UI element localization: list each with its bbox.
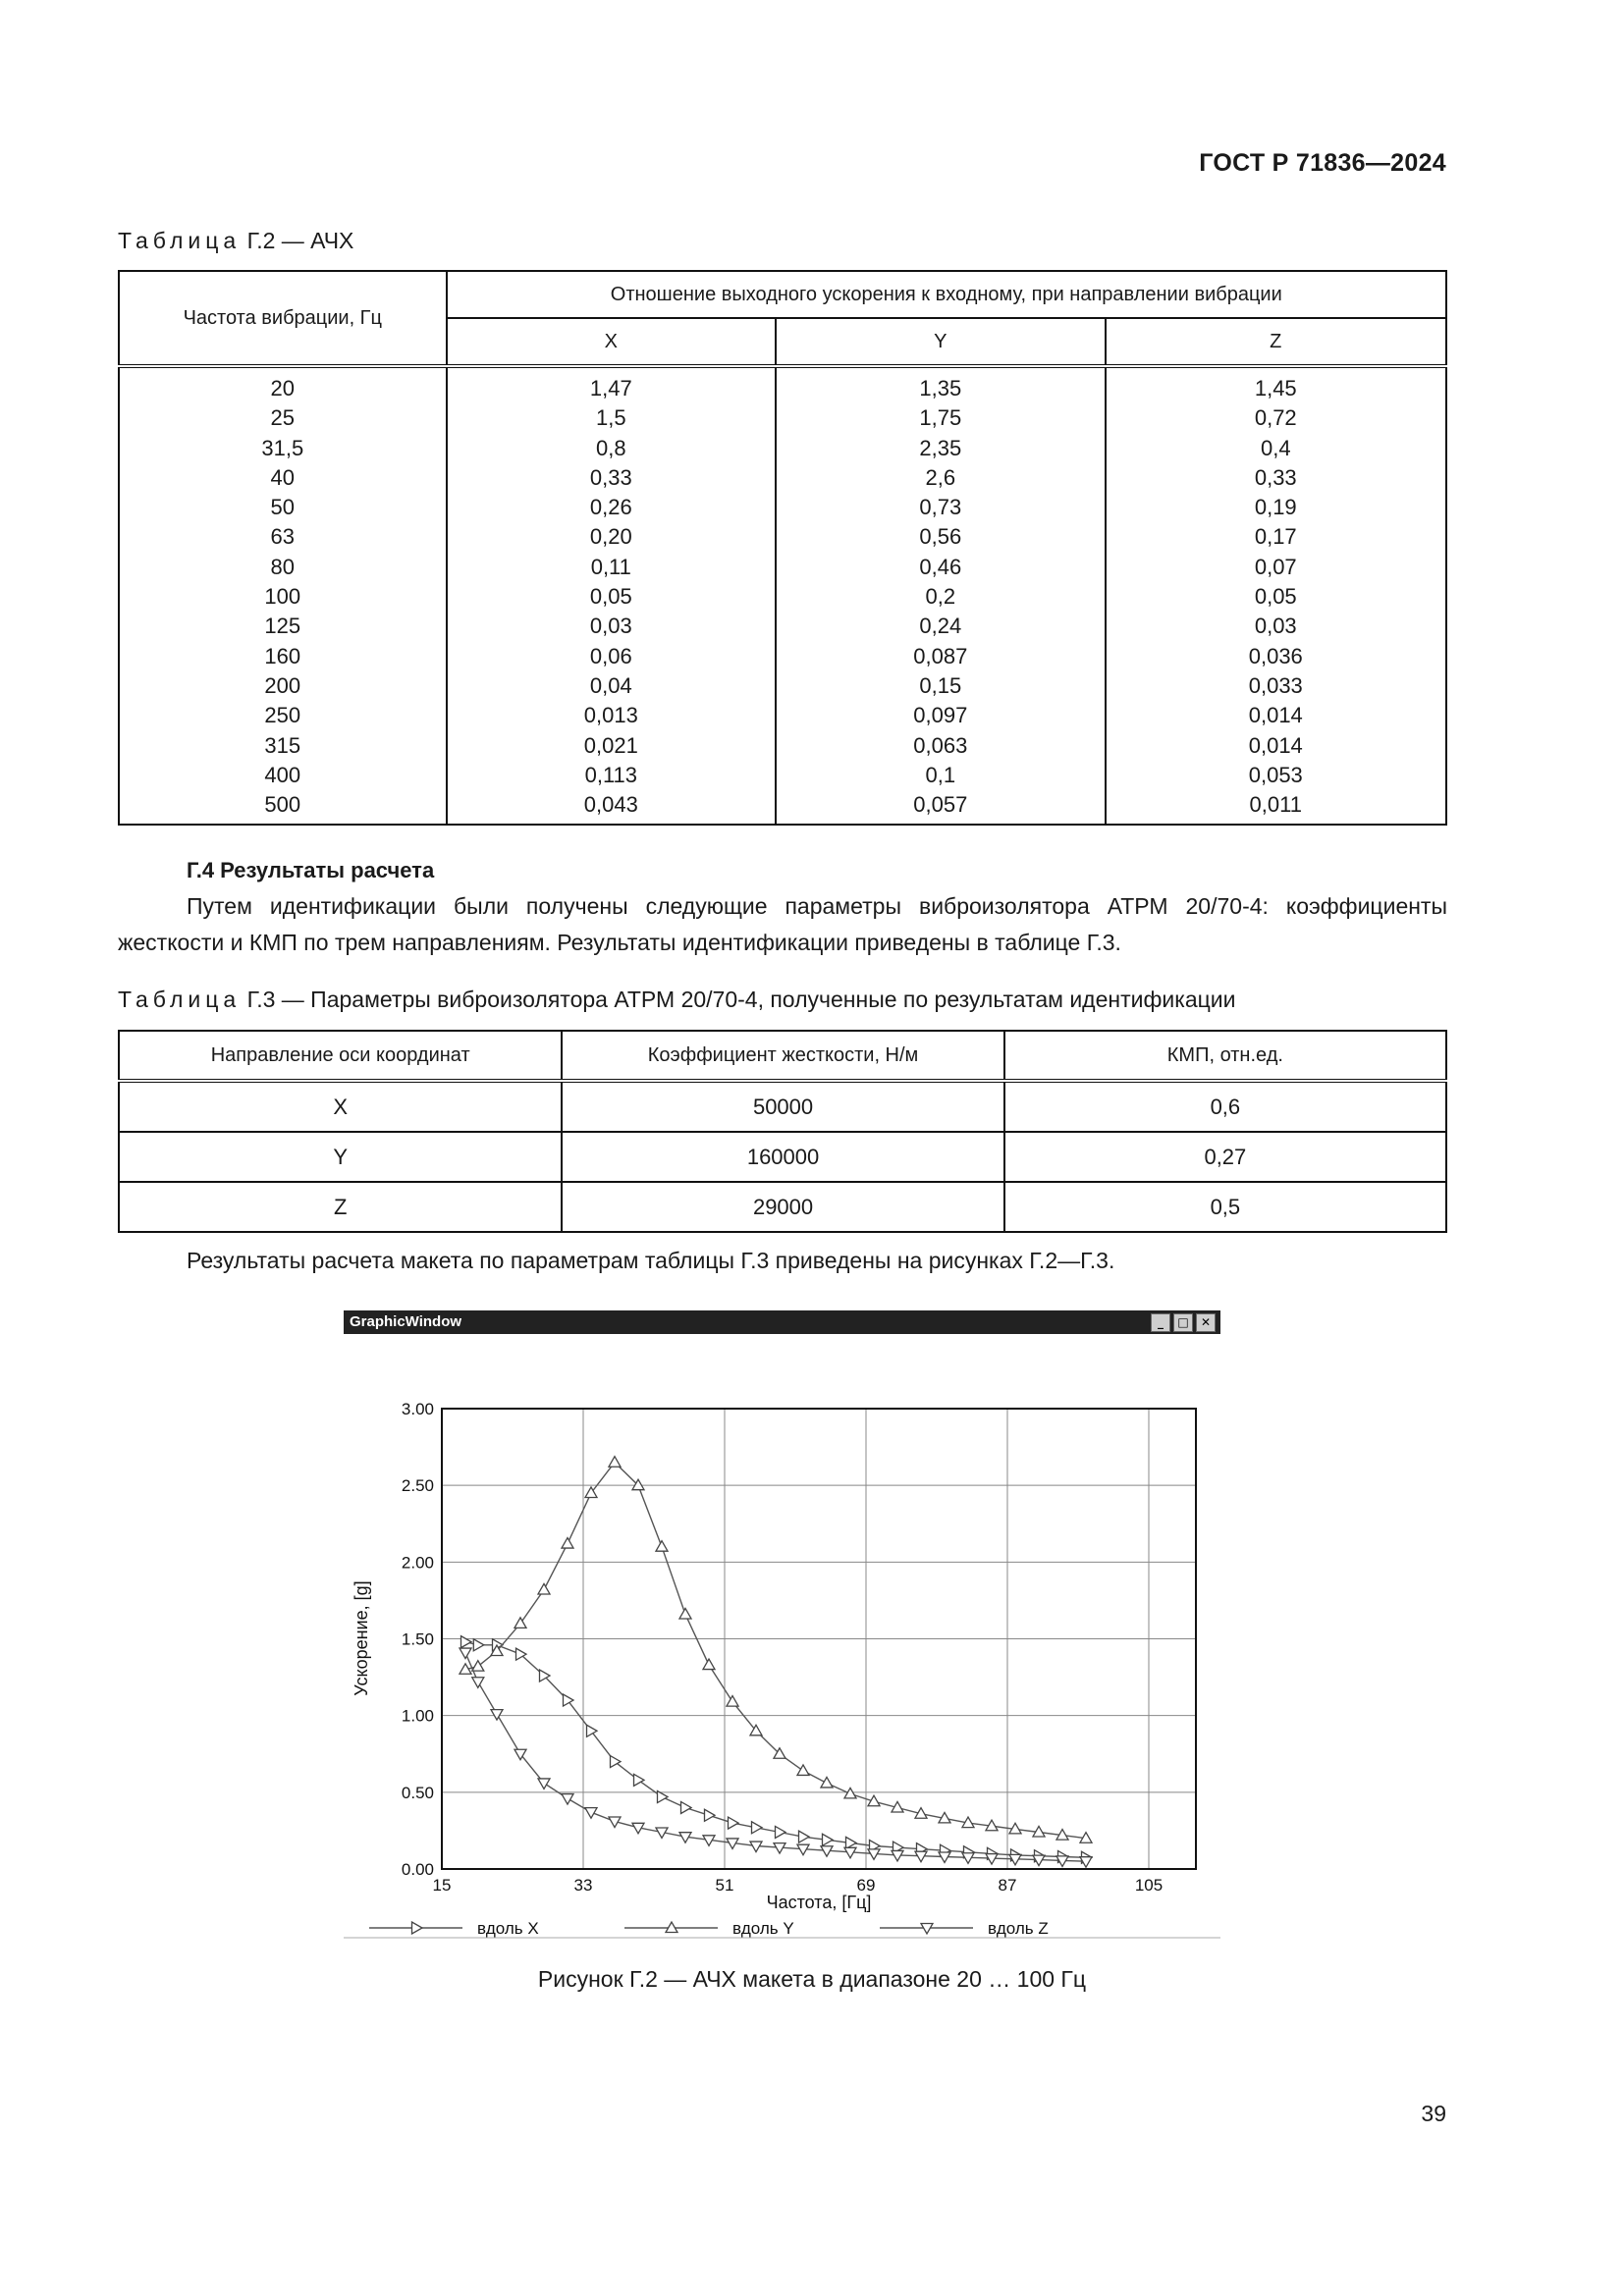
table-g3-header-stiffness: Коэффициент жесткости, Н/м bbox=[562, 1031, 1003, 1081]
table-g2-header-z: Z bbox=[1106, 318, 1446, 366]
table-g3-caption-prefix: Таблица bbox=[118, 987, 242, 1012]
x-axis-label: Частота, [Гц] bbox=[766, 1893, 872, 1912]
x-tick-label: 51 bbox=[715, 1876, 734, 1895]
table-g3 bbox=[118, 1030, 1447, 1233]
y-tick-label: 0.50 bbox=[401, 1783, 434, 1802]
section-title: Г.4 Результаты расчета bbox=[187, 858, 435, 882]
page-number: 39 bbox=[1421, 2101, 1446, 2126]
table-g2-x-column: 1,47 1,5 0,8 0,33 0,26 0,20 0,11 0,05 0,03 0,06 0,04 0,013 0,021 0,113 0,043 bbox=[447, 366, 776, 825]
table-g3-cell-axis: Y bbox=[119, 1132, 562, 1182]
chart bbox=[344, 1334, 1220, 1939]
figure-caption: Рисунок Г.2 — АЧХ макета в диапазоне 20 … 100 Гц bbox=[537, 1966, 1087, 1992]
table-g2-header-group: Отношение выходного ускорения к входному, при направлении вибрации bbox=[447, 271, 1446, 318]
table-g3-cell-axis: Z bbox=[119, 1182, 562, 1232]
table-g3-cell-kmp: 0,5 bbox=[1004, 1182, 1446, 1232]
table-g2-y-column: 1,35 1,75 2,35 2,6 0,73 0,56 0,46 0,2 0,24 0,087 0,15 0,097 0,063 0,1 0,057 bbox=[776, 366, 1105, 825]
minimize-button[interactable]: _ bbox=[1151, 1313, 1170, 1332]
legend-label: вдоль Z bbox=[988, 1919, 1049, 1938]
table-row bbox=[119, 1132, 1446, 1182]
section-paragraph: Путем идентификации были получены следующие параметры виброизолятора АТРМ 20/70-4: коэффициенты жесткости и КМП по трем направлениям. Результаты идентификации приведены в таблице Г.3. bbox=[118, 893, 1447, 955]
graphic-window bbox=[344, 1310, 1220, 1939]
window-title: GraphicWindow bbox=[350, 1313, 462, 1330]
y-axis-label: Ускорение, [g] bbox=[352, 1580, 371, 1696]
legend-label: вдоль Y bbox=[732, 1919, 794, 1938]
y-tick-label: 1.00 bbox=[401, 1706, 434, 1726]
table-g3-cell-axis: X bbox=[119, 1081, 562, 1132]
table-g3-cell-stiffness: 160000 bbox=[562, 1132, 1003, 1182]
table-g3-cell-kmp: 0,6 bbox=[1004, 1081, 1446, 1132]
x-tick-label: 69 bbox=[856, 1876, 876, 1895]
table-g2-header-frequency: Частота вибрации, Гц bbox=[119, 271, 447, 366]
x-tick-label: 15 bbox=[432, 1876, 452, 1895]
table-g2-caption-prefix: Таблица bbox=[118, 228, 242, 253]
table-row bbox=[119, 1182, 1446, 1232]
table-g3-caption bbox=[118, 987, 1235, 1013]
y-tick-label: 2.00 bbox=[401, 1553, 434, 1573]
table-g2 bbox=[118, 270, 1447, 826]
table-g3-caption-rest: Г.3 — Параметры виброизолятора АТРМ 20/70-4, полученные по результатам идентификации bbox=[241, 987, 1236, 1012]
x-tick-label: 105 bbox=[1134, 1876, 1164, 1895]
table-g3-header-axis: Направление оси координат bbox=[119, 1031, 562, 1081]
standard-code: ГОСТ Р 71836—2024 bbox=[1199, 149, 1446, 177]
close-button[interactable]: ✕ bbox=[1196, 1313, 1216, 1332]
x-tick-label: 33 bbox=[573, 1876, 593, 1895]
window-titlebar[interactable] bbox=[344, 1310, 1220, 1334]
maximize-button[interactable]: □ bbox=[1173, 1313, 1193, 1332]
table-row bbox=[119, 1081, 1446, 1132]
table-g3-header-kmp: КМП, отн.ед. bbox=[1004, 1031, 1446, 1081]
y-tick-label: 1.50 bbox=[401, 1629, 434, 1649]
table-g3-cell-stiffness: 29000 bbox=[562, 1182, 1003, 1232]
table-g2-header-x: X bbox=[447, 318, 776, 366]
legend-label: вдоль X bbox=[477, 1919, 539, 1938]
table-g2-caption-rest: Г.2 — АЧХ bbox=[241, 228, 354, 253]
table-g2-header-y: Y bbox=[776, 318, 1105, 366]
table-g3-cell-kmp: 0,27 bbox=[1004, 1132, 1446, 1182]
y-tick-label: 2.50 bbox=[401, 1476, 434, 1496]
table-g2-frequency-column: 20 25 31,5 40 50 63 80 100 125 160 200 250 315 400 500 bbox=[119, 366, 447, 825]
y-tick-label: 0.00 bbox=[401, 1860, 434, 1879]
table-row bbox=[119, 366, 1446, 825]
y-tick-label: 3.00 bbox=[401, 1400, 434, 1418]
x-tick-label: 87 bbox=[998, 1876, 1017, 1895]
table-g2-z-column: 1,45 0,72 0,4 0,33 0,19 0,17 0,07 0,05 0,03 0,036 0,033 0,014 0,014 0,053 0,011 bbox=[1106, 366, 1446, 825]
results-note: Результаты расчета макета по параметрам таблицы Г.3 приведены на рисунках Г.2—Г.3. bbox=[187, 1248, 1115, 1273]
table-g2-caption bbox=[118, 228, 353, 254]
table-g3-cell-stiffness: 50000 bbox=[562, 1081, 1003, 1132]
